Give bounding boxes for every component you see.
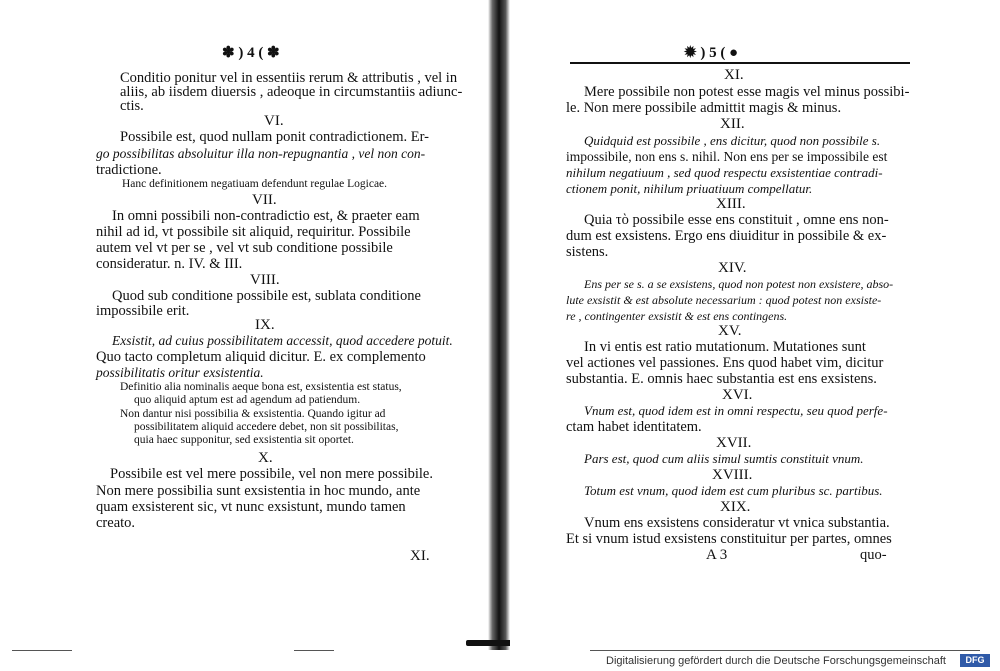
right-signature-mark: A 3 <box>706 547 728 563</box>
right-line-15: lute exsistit & est absolute necessarium : quod potest non exsiste- <box>566 293 882 307</box>
right-heading-xvii: XVII. <box>716 435 752 451</box>
right-catchword: quo- <box>860 547 887 563</box>
right-heading-xiii: XIII. <box>716 196 746 212</box>
dfg-logo-icon: DFG <box>960 654 990 667</box>
right-line-8: ctionem ponit, nihilum priuatiuum compellatur. <box>566 181 813 196</box>
left-line-29: quam exsisterent sic, vt nunc exsistunt, mundo tamen <box>96 499 406 515</box>
right-line-14: Ens per se s. a se exsistens, quod non potest non exsistere, abso- <box>584 277 894 291</box>
right-line-7: nihilum negatiuum , sed quod respectu exsistentiae contradi- <box>566 165 883 180</box>
header-rule <box>570 62 910 64</box>
left-heading-viii: VIII. <box>250 272 280 288</box>
left-note-5: possibilitatem aliquid accedere debet, non sit possibilitas, <box>134 421 399 433</box>
left-line-13: consideratur. n. IV. & III. <box>96 256 243 272</box>
left-line-16: impossibile erit. <box>96 303 190 319</box>
right-heading-xix: XIX. <box>720 499 751 515</box>
right-line-5: Quidquid est possibile , ens dicitur, quod non possibile s. <box>584 133 881 148</box>
right-heading-xv: XV. <box>718 323 742 339</box>
left-line-30: creato. <box>96 515 136 531</box>
left-line-1: Conditio ponitur vel in essentiis rerum & attributis , vel in <box>120 70 458 86</box>
left-note-3: quo aliquid aptum est ad agendum ad patiendum. <box>134 394 361 406</box>
left-line-10: In omni possibili non-contradictio est, & praeter eam <box>112 208 420 224</box>
right-running-head: ✹ ) 5 ( ● <box>684 45 739 61</box>
left-heading-vi: VI. <box>264 113 284 129</box>
left-line-6: go possibilitas absoluitur illa non-repugnantia , vel non con- <box>96 146 426 161</box>
left-line-28: Non mere possibilia sunt exsistentia in hoc mundo, ante <box>96 483 421 499</box>
left-line-3: ctis. <box>120 98 144 114</box>
right-line-29: Vnum ens exsistens consideratur vt vnica substantia. <box>584 515 890 531</box>
left-line-12: autem vel vt per se , vel vt sub conditione possibile <box>96 240 393 256</box>
left-catchword: XI. <box>410 548 430 564</box>
left-line-27: Possibile est vel mere possibile, vel non mere possibile. <box>110 466 433 482</box>
left-line-11: nihil ad id, vt possibile sit aliquid, requiritur. Possibile <box>96 224 411 240</box>
right-line-30: Et si vnum istud exsistens constituitur per partes, omnes <box>566 531 892 547</box>
left-line-5: Possibile est, quod nullam ponit contradictionem. Er- <box>120 129 429 145</box>
right-line-16: re , contingenter exsistit & est ens contingens. <box>566 309 788 323</box>
book-gutter <box>488 0 510 650</box>
footer-divider-left <box>12 650 72 651</box>
right-heading-xi: XI. <box>724 67 744 83</box>
left-heading-ix: IX. <box>255 317 275 333</box>
right-line-19: vel actiones vel passiones. Ens quod habet vim, dicitur <box>566 355 884 371</box>
right-heading-xvi: XVI. <box>722 387 753 403</box>
right-line-23: ctam habet identitatem. <box>566 419 702 435</box>
right-line-11: dum est exsistens. Ergo ens diuiditur in possibile & ex- <box>566 228 887 244</box>
left-line-7: tradictione. <box>96 162 162 178</box>
left-note-2: Definitio alia nominalis aeque bona est, exsistentia est status, <box>120 381 402 393</box>
right-page <box>510 0 1000 660</box>
footer-divider-right <box>590 650 980 651</box>
left-line-19: Quo tacto completum aliquid dicitur. E. ex complemento <box>96 349 426 365</box>
left-line-20: possibilitatis oritur exsistentia. <box>96 365 264 380</box>
left-line-2: aliis, ab iisdem diuersis , adeoque in circumstantiis adiunc- <box>120 84 463 100</box>
left-heading-vii: VII. <box>252 192 277 208</box>
left-note-6: quia haec supponitur, sed exsistentia sit oportet. <box>134 434 354 446</box>
right-line-25: Pars est, quod cum aliis simul sumtis constituit vnum. <box>584 451 864 466</box>
left-page <box>0 0 488 660</box>
right-line-10: Quia τὸ possibile esse ens constituit , omne ens non- <box>584 212 889 228</box>
right-line-2: Mere possibile non potest esse magis vel minus possibi- <box>584 84 910 100</box>
left-note-4: Non dantur nisi possibilia & exsistentia. Quando igitur ad <box>120 408 386 420</box>
right-line-22: Vnum est, quod idem est in omni respectu, seu quod perfe- <box>584 403 888 418</box>
footer-divider-mid <box>294 650 334 651</box>
right-line-6: impossibile, non ens s. nihil. Non ens per se impossibile est <box>566 149 888 164</box>
right-line-20: substantia. E. omnis haec substantia est ens exsistens. <box>566 371 877 387</box>
right-line-3: le. Non mere possibile admittit magis & minus. <box>566 100 842 116</box>
right-line-12: sistens. <box>566 244 609 260</box>
right-heading-xii: XII. <box>720 116 745 132</box>
right-heading-xiv: XIV. <box>718 260 747 276</box>
left-line-15: Quod sub conditione possibile est, sublata conditione <box>112 288 421 304</box>
left-heading-x: X. <box>258 450 273 466</box>
right-line-18: In vi entis est ratio mutationum. Mutationes sunt <box>584 339 866 355</box>
left-running-head: ✽ ) 4 ( ✽ <box>222 45 280 61</box>
right-line-27: Totum est vnum, quod idem est cum pluribus sc. partibus. <box>584 483 883 498</box>
right-heading-xviii: XVIII. <box>712 467 753 483</box>
left-note-1: Hanc definitionem negatiuam defendunt regulae Logicae. <box>122 178 388 190</box>
left-line-18: Exsistit, ad cuius possibilitatem accessit, quod accedere potuit. <box>112 333 453 348</box>
digitization-credit: Digitalisierung gefördert durch die Deutsche Forschungsgemeinschaft <box>606 655 946 667</box>
